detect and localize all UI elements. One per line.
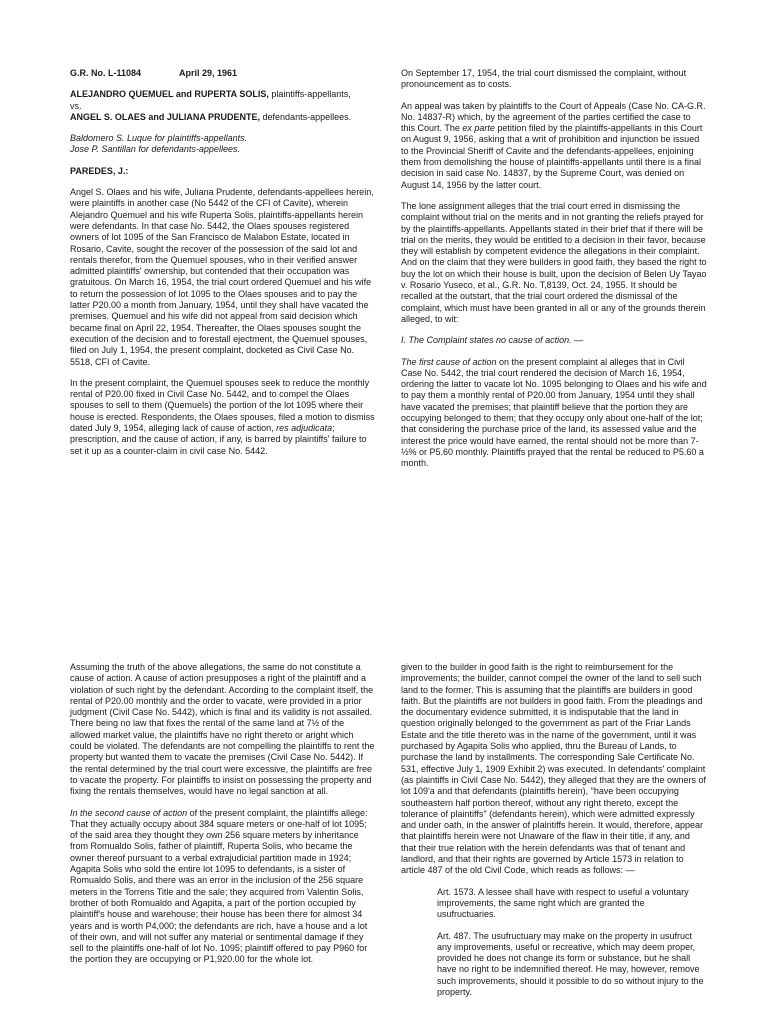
paragraph-text: ; prescription, and the cause of action, if any, is barred by plaintiffs' failure to set it up as a counter-claim in civil case No. 5442. bbox=[70, 423, 367, 456]
paragraph: Assuming the truth of the above allegations, the same do not constitute a cause of action. A cause of action presupposes a right of the plaintiff and a violation of such right by the defendant. According to the complaint itself, the rental of P20.00 monthly and the order to vacate, were provided in a prior judgment (Civil Case No. 5442), which is final and its validity is not assailed. There being no law that fixes the rental of the same land at 7½ of the allowed market value, the plaintiffs have no right thereto or aright which could be violated. The defendants are not compelling the plaintiffs to rent the property but wanted them to vacate the premises (Civil Case No. 5442). If the rental determined by the trial court were excessive, the plaintiffs are free to vacate the property. For plaintiffs to insist on possessing the property and fixing the rentals themselves, would have no legal sanction at all. bbox=[70, 662, 375, 797]
ponente: PAREDES, J.: bbox=[70, 165, 129, 176]
counsel-lines: Baldomero S. Luque for plaintiffs-appellants. Jose P. Santillan for defendants-appellees. bbox=[70, 133, 248, 155]
plaintiffs-role: plaintiffs-appellants, bbox=[268, 89, 351, 100]
page1-right-column bbox=[401, 68, 707, 480]
paragraph: Angel S. Olaes and his wife, Juliana Prudente, defendants-appellees herein, were plaintiffs in another case (No 5442 of the CFI of Cavite), wherein Alejandro Quemuel and his wife Ruperta Solis, plaintiffs-appellants herein were defendants. In that case No. 5442, the Olaes spouses registered owners of lot 1095 of the San Francisco de Malabon Estate, located in Rosario, Cavite, sought the recover of the possession of the said lot and rentals therefor, from the Quemuel spouses, who in their verified answer admitted plaintiffs' ownership, but contended that their occupation was gratuitous. On March 16, 1954, the trial court ordered Quemuel and his wife to return the possession of lot 1095 to the Olaes spouses and to pay the latter P20.00 a month from January, 1954, until they shall have vacated the premises. Quemuel and his wife did not appeal from said decision which became final on April 22, 1954. Thereafter, the Olaes spouses sought the execution of the decision and to forestall ejectment, the Quemuel spouses, filed on July 1, 1954, the present complaint, docketed as Civil Case No. 5518, CFI of Cavite. bbox=[70, 187, 374, 367]
page1-left-column bbox=[70, 68, 376, 467]
paragraph: The lone assignment alleges that the trial court erred in dismissing the complaint without trial on the merits and in not granting the reliefs prayed for by the plaintiffs-appellants. Appellants stated in their brief that if there will be trial on the merits, they would be entitled to a decision in their favor, because they will establish by competent evidence the allegations in their complaint. And on the claim that they were builders in good faith, they based the right to buy the lot on which their house is built, upon the decision of Belen Uy Tayao v. Rosario Yuseco, et al., G.R. No. T,8139, Oct. 24, 1955. It should be recalled at the outstart, that the trial court ordered the dismissal of the complaint, which must have been granted in all or any of the grounds therein alleged, to wit: bbox=[401, 200, 707, 324]
paragraph-text: In the present complaint, the Quemuel spouses seek to reduce the monthly rental of P20.00 fixed in Civil Case No. 5442, and to compel the Olaes spouses to sell to them (Quemuels) the portion of the lot 1095 where their house is erected. Respondents, the Olaes spouses, filed a motion to dismiss dated July 9, 1954, alleging lack of cause of action, bbox=[70, 377, 375, 434]
case-number: G.R. No. L-11084 bbox=[70, 68, 142, 78]
paragraph-text: petition filed by the plaintiffs-appellants in this Court on August 9, 1956, asking that a writ of prohibition and injunction be issued to the Provincial Sheriff of Cavite and the defendants-appellees, enjoining them from demolishing the house of plaintiffs-appellants until there is a final decision in said case No. 14837, by the Supreme Court, was denied on August 14, 1956 by the latter court. bbox=[401, 123, 703, 190]
paragraph-text: An appeal was taken by plaintiffs to the Court of Appeals (Case No. CA-G.R. No. 14837-R) which, by the agreement of the parties certified the case to this Court. The bbox=[401, 100, 706, 134]
case-header bbox=[70, 68, 376, 79]
paragraph bbox=[401, 101, 707, 191]
quoted-article-1573: Art. 1573. A lessee shall have with respect to useful a voluntary improvements, the same right which are granted the usufructuaries. bbox=[437, 886, 689, 920]
paragraph-italic-text: In the second cause of action bbox=[70, 807, 188, 818]
paragraph-text: on the present complaint al alleges that in Civil Case No. 5442, the trial court rendered the decision of March 16, 1954, ordering the latter to vacate lot No. 1095 belonging to Olaes and his wife and to pay them a monthly rental of P20.00 from January, 1954 until they shall have vacated the premises; that plaintiff believe that the portion they are occupying belonged to them; that they occupy only about one-half of the lot; that considering the purchase price of the land, its assessed value and the interest the price would have earned, the rental should not be more than 7-½% or P5.60 monthly. Plaintiffs prayed that the rental be reduced to P5.60 a month. bbox=[401, 356, 707, 469]
paragraph: given to the builder in good faith is the right to reimbursement for the improvements; the builder, cannot compel the owner of the land to sell such land to the former. This is assuming that the plaintiffs are builders in good faith. But the plaintiffs are not builders in good faith. From the pleadings and the documentary evidence submitted, it is indisputable that the land in question originally belonged to the government as part of the Friar Lands Estate and the title thereto was in the name of the government, until it was purchased by Agapita Solis who applied, thru the Bureau of Lands, to purchase the land by installments. The corresponding Sale Certificate No. 531, effective July 1, 1909 Exhibit 2) was executed. In defendants' complaint (as plaintiffs in Civil Case No. 5442), they alleged that they are the owners of lot 109'a and that defendants (plaintiffs herein), "have been occupying southeastern half portion thereof, without any right thereto, except the tolerance of plaintiffs" (defendants herein), which were admitted expressly and under oath, in the answer of plaintiffs herein. It would, therefore, appear that plaintiffs herein were not Unaware of the flaw in their title, if any, and that their true relation with the herein defendants was that of tenant and landlord, and that their rights are governed by Article 1573 in relation to article 487 of the old Civil Code, which reads as follows: — bbox=[401, 662, 706, 876]
defendants-role: defendants-appellees. bbox=[260, 111, 352, 122]
paragraph-text: of the present complaint, the plaintiffs allege: That they actually occupy about 384 square meters or one-half of lot 1095; of the said area they thought they own 256 square meters by inheritance from Romualdo Solis, father of plaintiff, Ruperta Solis, who became the owner thereof pursuant to a verbal extrajudicial partition made in 1924; Agapita Solis who sold the entire lot 1095 to defendants, is a sister of Romualdo Solis, and there was an error in the inclusion of the 256 square meters in the Torrens Title and the sale; they acquired from Valentin Solis, brother of both Romualdo and Agapita, a part of the portion occupied by plaintiff's house and warehouse; their house has been there for almost 34 years and is worth P4,000; the defendants are rich, have a house and a lot of their own, and will not suffer any material or sentimental damage if they sell to the plaintiffs one-half of lot No. 1095; plaintiff offered to pay P960 for the portion they are occupying or P1,920.00 for the whole lot. bbox=[70, 807, 368, 965]
quoted-article-487: Art. 487. The usufructuary may make on the property in usufruct any improvements, useful or recreative, which may deem proper, provided he does not change its form or substance, but he shall have no right to be indemnified thereof. He may, however, remove such improvements, should it possible to do so without injury to the property. bbox=[437, 930, 704, 998]
plaintiffs-names: ALEJANDRO QUEMUEL and RUPERTA SOLIS, bbox=[70, 89, 269, 100]
paragraph: On September 17, 1954, the trial court dismissed the complaint, without pronouncement as to costs. bbox=[401, 68, 687, 90]
case-date: April 29, 1961 bbox=[179, 68, 238, 78]
paragraph bbox=[70, 378, 376, 457]
paragraph bbox=[401, 357, 707, 470]
paragraph-italic-text: res adjudicata bbox=[276, 423, 333, 434]
page2-left-column bbox=[70, 662, 376, 976]
section-heading: I. The Complaint states no cause of action. — bbox=[401, 335, 584, 346]
paragraph bbox=[70, 808, 376, 966]
defendants-names: ANGEL S. OLAES and JULIANA PRUDENTE, bbox=[70, 111, 261, 122]
paragraph-italic-text: The first cause of action bbox=[401, 356, 497, 367]
page2-right-column bbox=[401, 662, 707, 1008]
versus: vs. bbox=[70, 100, 82, 111]
parties bbox=[70, 89, 376, 123]
paragraph-italic-text: ex parte bbox=[462, 123, 495, 134]
